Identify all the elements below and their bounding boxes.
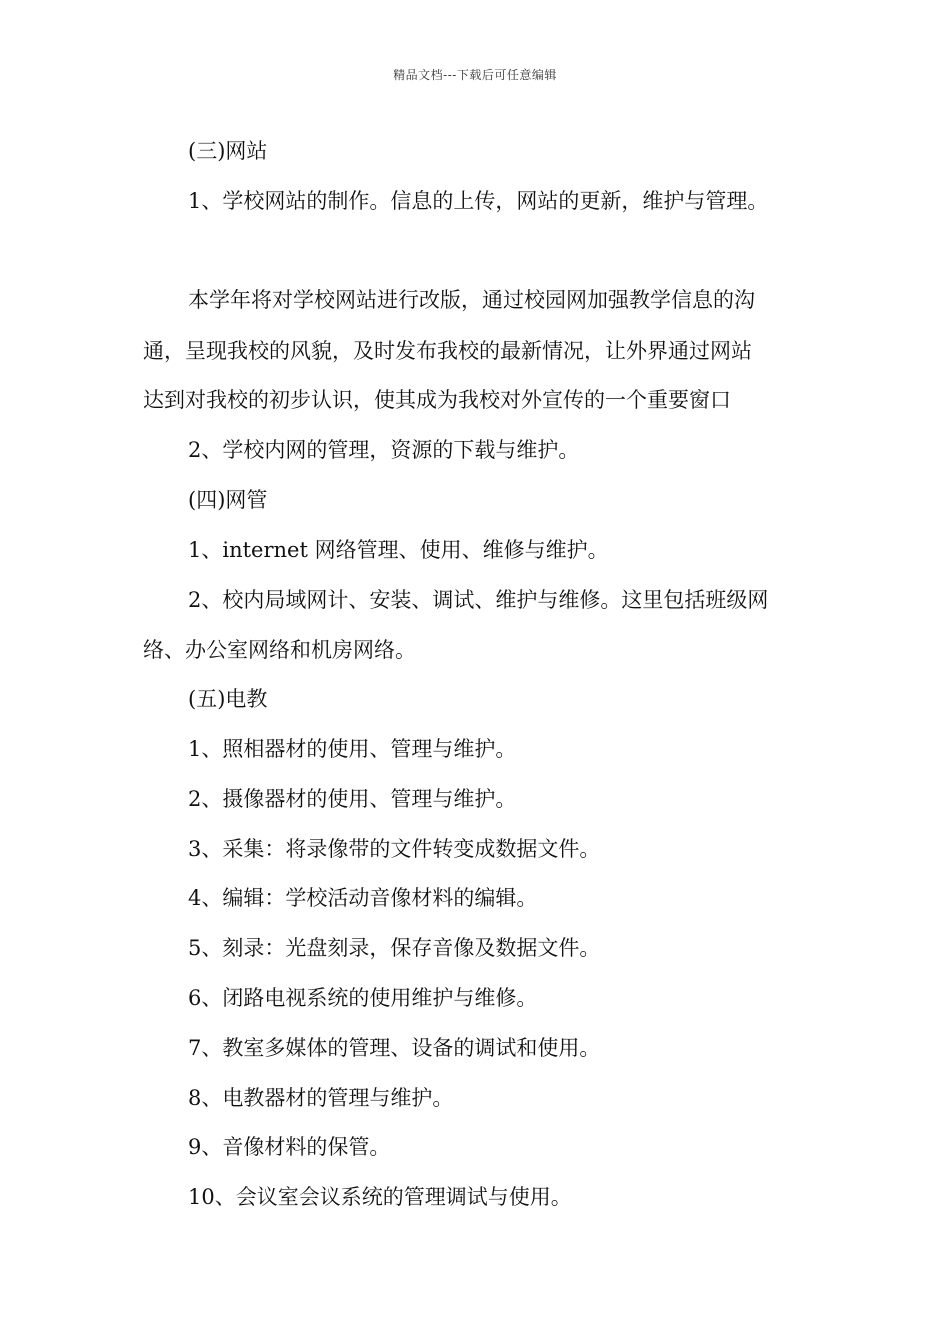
paragraph-line: 10、会议室会议系统的管理调试与使用。 xyxy=(188,1185,572,1209)
paragraph-line: 1、internet 网络管理、使用、维修与维护。 xyxy=(188,538,609,562)
paragraph-line: 2、摄像器材的使用、管理与维护。 xyxy=(188,787,517,811)
paragraph-line: 6、闭路电视系统的使用维护与维修。 xyxy=(188,986,538,1010)
section-heading-av-education: (五)电教 xyxy=(188,687,268,711)
paragraph-line: 通，呈现我校的风貌，及时发布我校的最新情况，让外界通过网站 xyxy=(143,339,752,363)
paragraph-line: 络、办公室网络和机房网络。 xyxy=(143,638,416,662)
paragraph-line: 3、采集：将录像带的文件转变成数据文件。 xyxy=(188,837,601,861)
page-header: 精品文档---下载后可任意编辑 xyxy=(393,68,557,82)
paragraph-line: 8、电教器材的管理与维护。 xyxy=(188,1086,454,1110)
paragraph-line: 本学年将对学校网站进行改版，通过校园网加强教学信息的沟 xyxy=(188,288,755,312)
paragraph-line: 9、音像材料的保管。 xyxy=(188,1135,391,1159)
paragraph-line: 2、校内局域网计、安装、调试、维护与维修。这里包括班级网 xyxy=(188,588,769,612)
paragraph-line: 7、教室多媒体的管理、设备的调试和使用。 xyxy=(188,1036,601,1060)
paragraph-line: 1、学校网站的制作。信息的上传，网站的更新，维护与管理。 xyxy=(188,189,769,213)
section-heading-website: (三)网站 xyxy=(188,139,268,163)
section-heading-network-admin: (四)网管 xyxy=(188,488,268,512)
paragraph-line: 达到对我校的初步认识，使其成为我校对外宣传的一个重要窗口 xyxy=(143,388,731,412)
paragraph-line: 5、刻录：光盘刻录，保存音像及数据文件。 xyxy=(188,936,601,960)
paragraph-line: 2、学校内网的管理，资源的下载与维护。 xyxy=(188,438,580,462)
paragraph-line: 1、照相器材的使用、管理与维护。 xyxy=(188,737,517,761)
paragraph-line: 4、编辑：学校活动音像材料的编辑。 xyxy=(188,886,538,910)
